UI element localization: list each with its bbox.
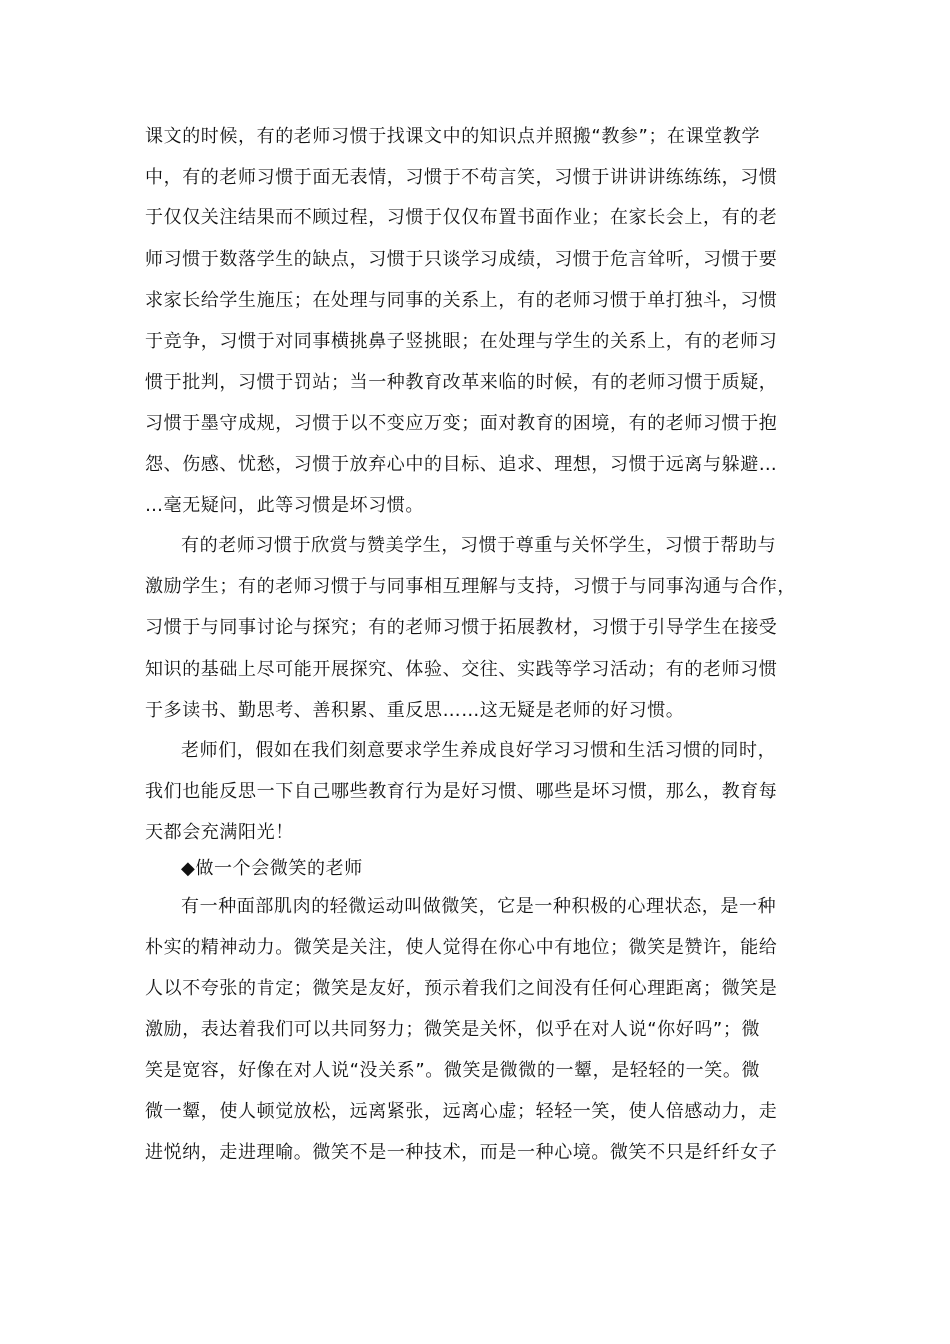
text-line: …毫无疑问，此等习惯是坏习惯。 — [145, 495, 424, 516]
text-line: 中，有的老师习惯于面无表情，习惯于不苟言笑，习惯于讲讲讲练练练，习惯 — [145, 167, 778, 188]
text-line: 惯于批判，习惯于罚站；当一种教育改革来临的时候，有的老师习惯于质疑， — [145, 372, 778, 393]
text-line: 激励，表达着我们可以共同努力；微笑是关怀，似乎在对人说“你好吗”；微 — [145, 1019, 761, 1040]
text-line: 怨、伤感、忧愁，习惯于放弃心中的目标、追求、理想，习惯于远离与躲避… — [145, 454, 778, 475]
text-line: 师习惯于数落学生的缺点，习惯于只谈学习成绩，习惯于危言耸听，习惯于要 — [145, 249, 778, 270]
text-line: 于仅仅关注结果而不顾过程，习惯于仅仅布置书面作业；在家长会上，有的老 — [145, 207, 778, 228]
paragraph-first-line: 老师们，假如在我们刻意要求学生养成良好学习习惯和生活习惯的同时， — [181, 740, 777, 761]
text-line: 习惯于与同事讨论与探究；有的老师习惯于拓展教材，习惯于引导学生在接受 — [145, 617, 778, 638]
text-line: 天都会充满阳光！ — [145, 822, 294, 843]
paragraph-first-line: 有的老师习惯于欣赏与赞美学生，习惯于尊重与关怀学生，习惯于帮助与 — [181, 535, 777, 556]
text-line: 进悦纳，走进理喻。微笑不是一种技术，而是一种心境。微笑不只是纤纤女子 — [145, 1142, 778, 1163]
text-line: 激励学生；有的老师习惯于与同事相互理解与支持，习惯于与同事沟通与合作， — [145, 576, 796, 597]
paragraph-first-line: 有一种面部肌肉的轻微运动叫做微笑，它是一种积极的心理状态，是一种 — [181, 896, 777, 917]
text-line: 于多读书、勤思考、善积累、重反思……这无疑是老师的好习惯。 — [145, 700, 685, 721]
text-line: 知识的基础上尽可能开展探究、体验、交往、实践等学习活动；有的老师习惯 — [145, 659, 778, 680]
text-line: 我们也能反思一下自己哪些教育行为是好习惯、哪些是坏习惯，那么，教育每 — [145, 781, 778, 802]
text-line: 人以不夸张的肯定；微笑是友好，预示着我们之间没有任何心理距离；微笑是 — [145, 978, 778, 999]
text-line: 习惯于墨守成规，习惯于以不变应万变；面对教育的困境，有的老师习惯于抱 — [145, 413, 778, 434]
text-line: 笑是宽容，好像在对人说“没关系”。微笑是微微的一颦，是轻轻的一笑。微 — [145, 1060, 761, 1081]
text-line: 求家长给学生施压；在处理与同事的关系上，有的老师习惯于单打独斗，习惯 — [145, 290, 778, 311]
section-heading: ◆做一个会微笑的老师 — [181, 858, 363, 879]
text-line: 课文的时候，有的老师习惯于找课文中的知识点并照搬“教参”；在课堂教学 — [145, 126, 761, 147]
text-line: 朴实的精神动力。微笑是关注，使人觉得在你心中有地位；微笑是赞许，能给 — [145, 937, 778, 958]
text-line: 微一颦，使人顿觉放松，远离紧张，远离心虚；轻轻一笑，使人倍感动力，走 — [145, 1101, 778, 1122]
text-line: 于竞争，习惯于对同事横挑鼻子竖挑眼；在处理与学生的关系上，有的老师习 — [145, 331, 778, 352]
